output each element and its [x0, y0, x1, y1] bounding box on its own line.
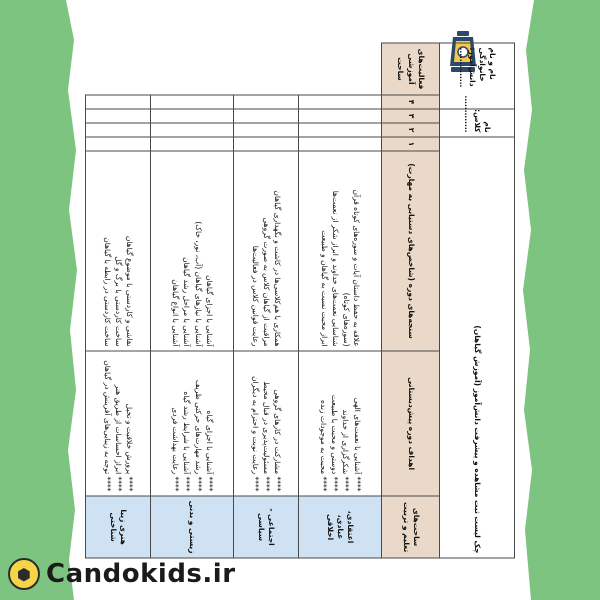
checkbox-cell[interactable] — [233, 123, 298, 137]
sheet-title: چک لیست ثبت مشاهده و پیشرفت دانش‌آموز (آموزش گیاهان) — [440, 137, 515, 558]
brand-name: Candokids.ir — [46, 559, 236, 589]
header-num-1: ۱ — [381, 137, 439, 151]
checkbox-cell[interactable] — [86, 137, 151, 151]
domain-cell: زیستی و بدنی — [150, 496, 233, 558]
checklist-rows — [86, 43, 382, 558]
skill-item: ساخت کاردستی در رابطه با گیاهان — [102, 237, 112, 347]
checklist-sheet — [85, 43, 515, 558]
skill-item: رعایت قوانین کلاس در فعالیت‌ها — [250, 245, 260, 347]
header-domain: ساحت‌های تعلیم و تربیت — [381, 496, 439, 558]
skill-item: همکاری با هم‌کلاسی‌ها در کاشت و نگهداری گیاهان — [273, 190, 283, 347]
skill-item: نقاشی و کاردستی با موضوع گیاهان — [125, 235, 135, 347]
checkbox-cell[interactable] — [150, 137, 233, 151]
header-num-2: ۲ — [381, 123, 439, 137]
table-row — [298, 43, 381, 558]
skill-item: علاقه به حفظ داستان آیات و سوره‌های کوتاه قرآن (سوره‌های کوتاه) — [341, 189, 362, 347]
skill-item: شناسایی نعمت‌های خداوند و ابراز شکر از نعمت‌ها — [330, 190, 340, 347]
checkbox-cell[interactable] — [86, 123, 151, 137]
header-skills: سنجه‌های دوره (شاخص‌های دستیابی به مهارت) — [381, 151, 439, 351]
site-brand — [8, 556, 236, 592]
skills-cell — [298, 151, 381, 351]
checkbox-cell[interactable] — [233, 109, 298, 123]
checkbox-cell[interactable] — [298, 137, 381, 151]
goal-item: **** شکرگزاری از خداوند — [341, 409, 351, 492]
checkbox-cell[interactable] — [150, 123, 233, 137]
table-row — [86, 43, 151, 558]
goal-item: **** مسئولیت‌پذیری در قبال محیط — [261, 381, 271, 492]
header-row — [381, 43, 439, 558]
goal-item: **** آشنایی با نعمت‌های الهی — [352, 397, 362, 492]
goals-cell — [150, 351, 233, 496]
skill-item: آشنایی با مراحل رشد گیاهان — [182, 257, 192, 347]
side-header: فعالیت‌های آموزشی ساحت — [381, 43, 439, 95]
checkbox-cell[interactable] — [86, 95, 151, 109]
goals-cell — [298, 351, 381, 496]
goal-item: **** آشنایی با شرایط رشد گیاه — [182, 391, 192, 492]
title-row — [440, 43, 515, 558]
skill-item: ساخت کاردستی با برگ و گل — [113, 256, 123, 347]
goal-item: **** رعایت نوبت و احترام به دیگران — [250, 376, 260, 492]
header-goals: اهداف دوره پیش‌دبستانی — [381, 351, 439, 496]
goal-item: **** مشارکت در کارهای گروهی — [273, 389, 283, 492]
skill-item: ابراز محبت نسبت به گیاهان و طبیعت — [319, 230, 329, 347]
skills-cell — [150, 151, 233, 351]
skills-cell — [233, 151, 298, 351]
class-label: نام کلاس: ............. — [440, 109, 515, 137]
checkbox-cell[interactable] — [233, 95, 298, 109]
student-name-label: نام و نام خانوادگی دانش‌آموز: .............. — [440, 43, 515, 109]
goal-item: **** دوستی و محبت با طبیعت — [330, 394, 340, 492]
goal-item: **** آشنایی با اجزای گیاه — [204, 410, 214, 492]
skills-cell — [86, 151, 151, 351]
checkbox-cell[interactable] — [150, 95, 233, 109]
goal-item: **** توجه به زیبایی‌های آفرینش در گیاهان — [102, 360, 112, 492]
goal-item: **** ابراز احساسات از طریق هنر — [113, 384, 123, 492]
checkbox-cell[interactable] — [233, 137, 298, 151]
checkbox-cell[interactable] — [298, 95, 381, 109]
checkbox-cell[interactable] — [150, 109, 233, 123]
goals-cell — [233, 351, 298, 496]
skill-item: آشنایی با انواع گیاهان — [171, 279, 181, 347]
domain-cell: اجتماعی - سیاسی — [233, 496, 298, 558]
table-row — [150, 43, 233, 558]
goal-item: **** رعایت بهداشت فردی — [171, 407, 181, 492]
skill-item: آشنایی با اجزای گیاهان — [204, 275, 214, 347]
skill-item: مراقبت از گیاهان کلاس به صورت گروهی — [261, 217, 271, 347]
checkbox-cell[interactable] — [298, 109, 381, 123]
skill-item: آشنایی با نیازهای گیاهان (آب، نور، خاک) — [193, 221, 203, 347]
header-num-4: ۴ — [381, 95, 439, 109]
checkbox-cell[interactable] — [86, 109, 151, 123]
checkbox-cell[interactable] — [298, 123, 381, 137]
goal-item: **** رشد مهارت‌های حرکتی ظریف — [193, 379, 203, 492]
goal-item: **** پرورش خلاقیت و تخیل — [125, 403, 135, 492]
hexagon-logo-icon: ⬢ — [8, 558, 40, 590]
table-row — [233, 43, 298, 558]
goals-cell — [86, 351, 151, 496]
header-num-3: ۳ — [381, 109, 439, 123]
goal-item: **** محبت به موجودات زنده — [319, 399, 329, 492]
checklist-table — [85, 43, 515, 559]
domain-cell: هنری زیبا شناختی — [86, 496, 151, 558]
domain-cell: اعتقادی، عبادی، اخلاقی — [298, 496, 381, 558]
